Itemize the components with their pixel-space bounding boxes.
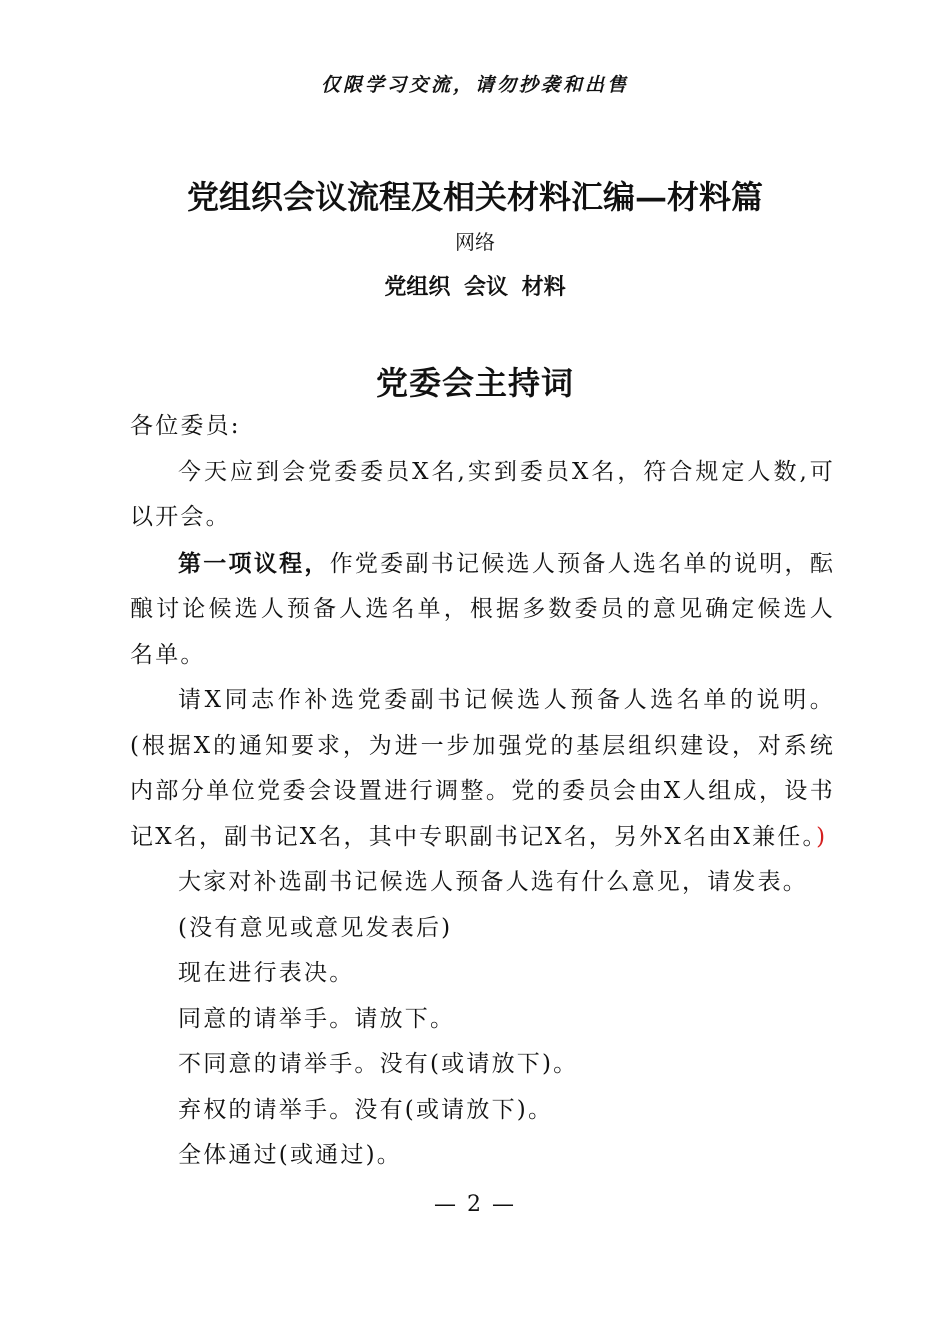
paragraph-note: (没有意见或意见发表后) <box>178 914 453 941</box>
explanation-text: 请X同志作补选党委副书记候选人预备人选名单的说明。(根据X的通知要求，为进一步加强党的基层组织建设，对系统内部分单位党委会设置进行调整。党的委员会由X人组成，设书记X名，副书记X名，其中专职副书记X名，另外X名由X兼任。 <box>130 687 835 850</box>
salutation: 各位委员: <box>130 413 241 439</box>
paragraph-attendance: 今天应到会党委委员X名,实到委员X名，符合规定人数,可以开会。 <box>130 458 835 530</box>
document-source: 网络 <box>455 230 495 254</box>
agenda-item-label: 第一项议程， <box>178 549 330 577</box>
paragraph-vote-start: 现在进行表决。 <box>178 960 355 986</box>
paragraph-vote-abstain: 弃权的请举手。没有(或请放下)。 <box>178 1096 554 1123</box>
page-number: — 2 — <box>434 1192 516 1217</box>
paragraph-vote-result: 全体通过(或通过)。 <box>178 1142 402 1168</box>
body-text <box>130 404 835 1179</box>
document-keywords: 党组织 会议 材料 <box>384 274 566 300</box>
section-title: 党委会主持词 <box>375 364 574 402</box>
paragraph-vote-agree: 同意的请举手。请放下。 <box>178 1005 456 1032</box>
paragraph-explanation <box>130 678 835 860</box>
header-note: 仅限学习交流，请勿抄袭和出售 <box>320 74 629 96</box>
paragraph-call-for-opinions: 大家对补选副书记候选人预备人选有什么意见，请发表。 <box>178 869 808 895</box>
paragraph-vote-disagree: 不同意的请举手。没有(或请放下)。 <box>178 1051 579 1077</box>
document-title: 党组织会议流程及相关材料汇编—材料篇 <box>186 178 763 216</box>
agenda-item-text: 作党委副书记候选人预备人选名单的说明，酝酿讨论候选人预备人选名单，根据多数委员的意见确定候选人名单。 <box>130 550 836 668</box>
paragraph-agenda-item-1 <box>130 541 835 679</box>
closing-parenthesis: ) <box>816 823 828 850</box>
